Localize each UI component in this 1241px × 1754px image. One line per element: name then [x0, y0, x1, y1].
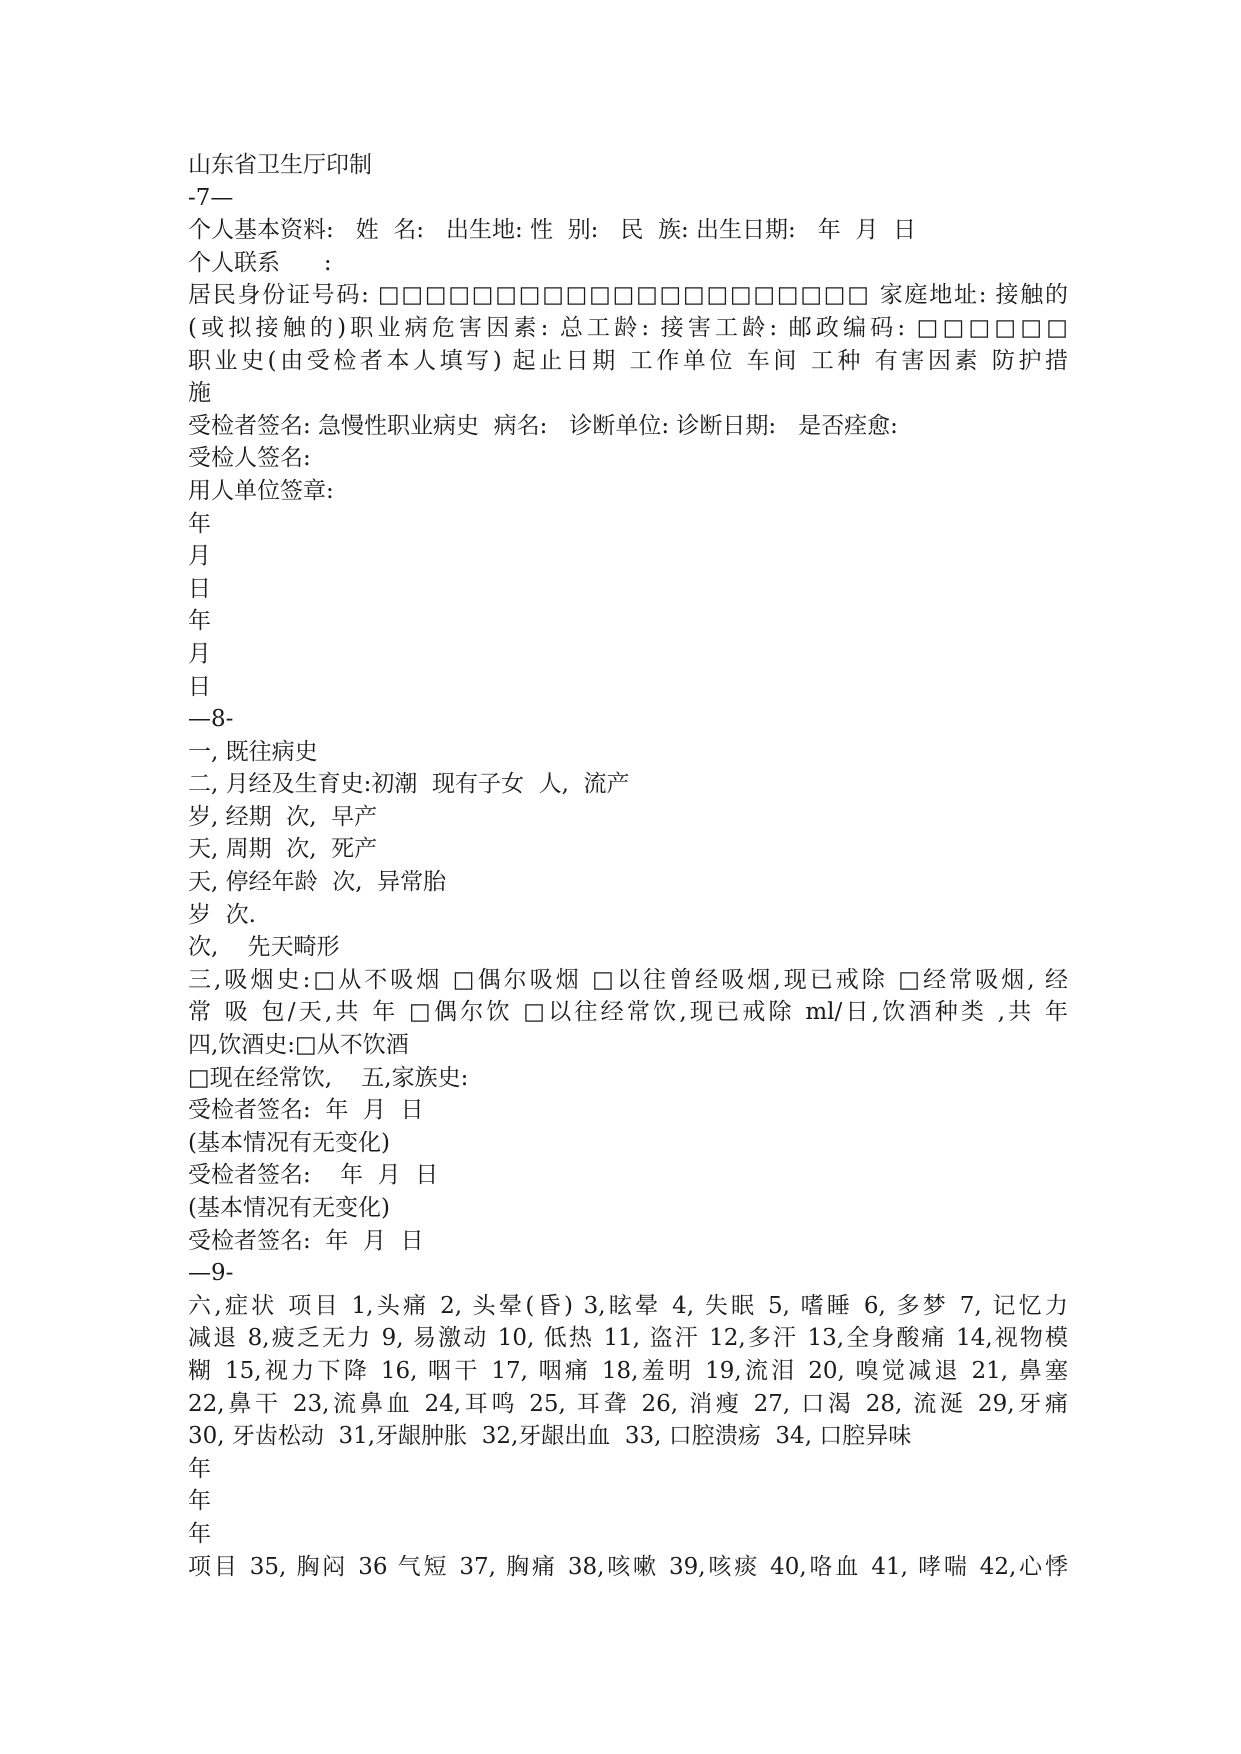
disease-history-line: 受检者签名: 急慢性职业病史 病名: 诊断单位: 诊断日期: 是否痊愈:: [188, 412, 898, 439]
menstrual-history-line: 岁 次.: [188, 901, 256, 928]
menstrual-history-line: 次, 先天畸形: [188, 934, 340, 961]
menstrual-history-line: 岁, 经期 次, 早产: [188, 803, 378, 830]
printer-line: 山东省卫生厅印制: [188, 152, 372, 178]
examinee-signature-line: 受检者签名: 年 月 日: [188, 1097, 424, 1124]
examinee-signature-line: 受检人签名:: [188, 445, 311, 472]
examinee-signature-line: 受检者签名: 年 月 日: [188, 1162, 439, 1189]
date-day: 日: [188, 673, 211, 700]
symptom-line: 22,鼻干 23,流鼻血 24,耳鸣 25, 耳聋 26, 消瘦 27, 口渴 28, 流涎 29,牙痛: [188, 1390, 1068, 1417]
menstrual-history-line: 天, 停经年龄 次, 异常胎: [188, 869, 447, 896]
symptom-line: 糊 15,视力下降 16, 咽干 17, 咽痛 18,羞明 19,流泪 20, 嗅觉减退 21, 鼻塞: [188, 1357, 1068, 1384]
occupation-history-line: 职业史(由受检者本人填写) 起止日期 工作单位 车间 工种 有害因素 防护措: [188, 347, 1068, 374]
date-day: 日: [188, 575, 211, 602]
date-month: 月: [188, 543, 211, 570]
drinking-history-line: 四,饮酒史:□从不饮酒: [188, 1032, 409, 1059]
symptom-line: 项目 35, 胸闷 36 气短 37, 胸痛 38,咳嗽 39,咳痰 40,咯血 41, 哮喘 42,心悸: [188, 1553, 1068, 1580]
symptom-line: 减退 8,疲乏无力 9, 易激动 10, 低热 11, 盗汗 12,多汗 13,全身酸痛 14,视物模: [188, 1325, 1068, 1352]
menstrual-history-line: 二, 月经及生育史:初潮 现有子女 人, 流产: [188, 771, 630, 798]
date-year: 年: [188, 1455, 211, 1482]
past-history-heading: 一, 既往病史: [188, 738, 318, 765]
id-number-line: 居民身份证号码: □□□□□□□□□□□□□□□□□□□□□ 家庭地址: 接触的: [188, 282, 1068, 309]
status-change-note: (基本情况有无变化): [188, 1129, 390, 1156]
symptom-line: 六,症状 项目 1,头痛 2, 头晕(昏) 3,眩晕 4, 失眠 5, 嗜睡 6, 多梦 7, 记忆力: [188, 1292, 1068, 1319]
page-number: —8-: [188, 706, 234, 733]
smoking-history-line: 常 吸 包/天,共 年 □偶尔饮 □以往经常饮,现已戒除 ml/日,饮酒种类 ,共 年: [188, 999, 1068, 1026]
date-year: 年: [188, 1520, 211, 1547]
employer-seal-line: 用人单位签章:: [188, 477, 334, 504]
smoking-history-line: 三,吸烟史:□从不吸烟 □偶尔吸烟 □以往曾经吸烟,现已戒除 □经常吸烟, 经: [188, 966, 1068, 993]
personal-info-line: 个人基本资料: 姓 名: 出生地: 性 别: 民 族: 出生日期: 年 月 日: [188, 217, 916, 244]
examinee-signature-line: 受检者签名: 年 月 日: [188, 1227, 424, 1254]
hazard-factor-line: (或拟接触的)职业病危害因素: 总工龄: 接害工龄: 邮政编码: □□□□□□: [188, 314, 1068, 341]
date-month: 月: [188, 640, 211, 667]
date-year: 年: [188, 1488, 211, 1515]
symptom-line: 30, 牙齿松动 31,牙龈肿胀 32,牙龈出血 33, 口腔溃疡 34, 口腔异味: [188, 1423, 912, 1450]
page-number: -7—: [188, 184, 234, 211]
date-year: 年: [188, 608, 211, 635]
status-change-note: (基本情况有无变化): [188, 1195, 390, 1221]
personal-contact-line: 个人联系 :: [188, 249, 332, 276]
drinking-history-line: □现在经常饮, 五,家族史:: [188, 1064, 469, 1091]
document-body: [188, 149, 1068, 1583]
occupation-history-cont: 施: [188, 380, 211, 407]
menstrual-history-line: 天, 周期 次, 死产: [188, 836, 378, 863]
date-year: 年: [188, 510, 211, 537]
page-number: —9-: [188, 1260, 234, 1287]
